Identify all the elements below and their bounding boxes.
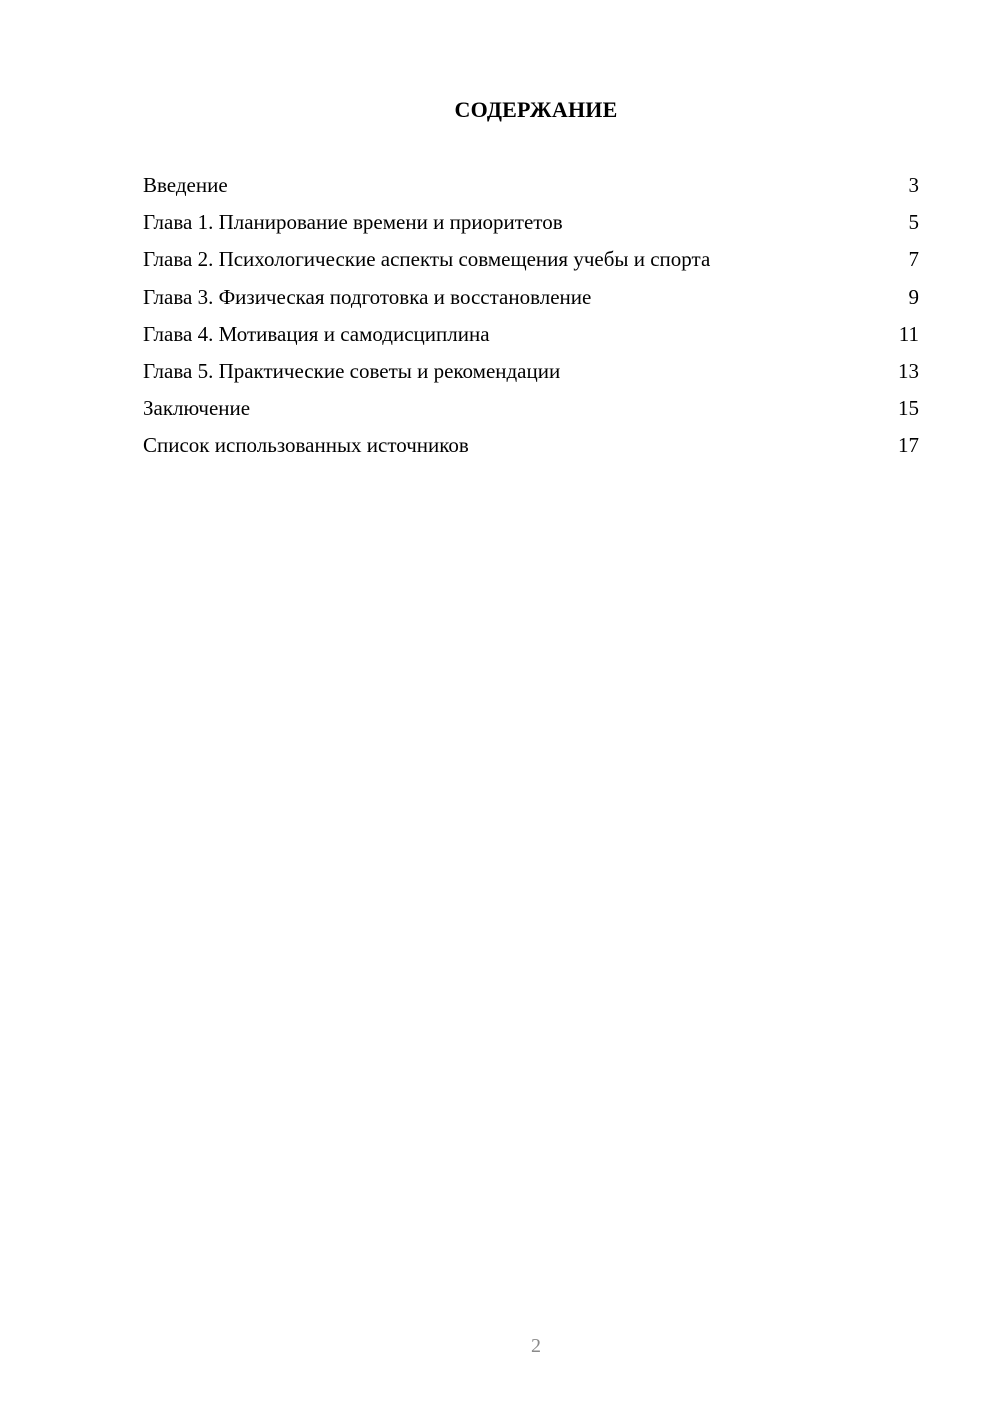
- toc-entry-page: 11: [898, 321, 919, 346]
- toc-entry-title: Список использованных источников: [143, 433, 469, 458]
- toc-entry-title: Глава 3. Физическая подготовка и восстановление: [143, 284, 592, 309]
- toc-entry-page: 3: [908, 173, 919, 197]
- toc-entry-title: Глава 2. Психологические аспекты совмещения учебы и спорта: [143, 247, 711, 272]
- toc-entry-chapter-4[interactable]: [143, 317, 919, 354]
- toc-entry-page: 5: [908, 210, 919, 235]
- toc-entry-chapter-5[interactable]: [143, 354, 919, 391]
- toc-entry-page: 7: [908, 247, 919, 272]
- toc-entry-title: Заключение: [143, 396, 251, 421]
- page-number: 2: [531, 1335, 541, 1357]
- toc-entry-title: Введение: [143, 173, 228, 197]
- toc-entry-conclusion[interactable]: [143, 391, 919, 428]
- toc-entry-references[interactable]: [143, 428, 919, 465]
- toc-entry-introduction[interactable]: [143, 168, 919, 205]
- toc-entry-page: 17: [898, 433, 919, 458]
- toc-entry-title: Глава 1. Планирование времени и приоритетов: [143, 210, 563, 235]
- toc-entry-chapter-1[interactable]: [143, 205, 919, 242]
- toc-entry-page: 15: [898, 396, 919, 421]
- toc-entry-title: Глава 5. Практические советы и рекомендации: [143, 358, 561, 383]
- toc-entry-chapter-2[interactable]: [143, 242, 919, 279]
- table-of-contents: [143, 168, 919, 466]
- toc-entry-chapter-3[interactable]: [143, 280, 919, 317]
- toc-entry-page: 13: [898, 358, 919, 383]
- toc-entry-title: Глава 4. Мотивация и самодисциплина: [143, 321, 490, 346]
- page-title: СОДЕРЖАНИЕ: [454, 97, 618, 122]
- toc-entry-page: 9: [908, 284, 919, 309]
